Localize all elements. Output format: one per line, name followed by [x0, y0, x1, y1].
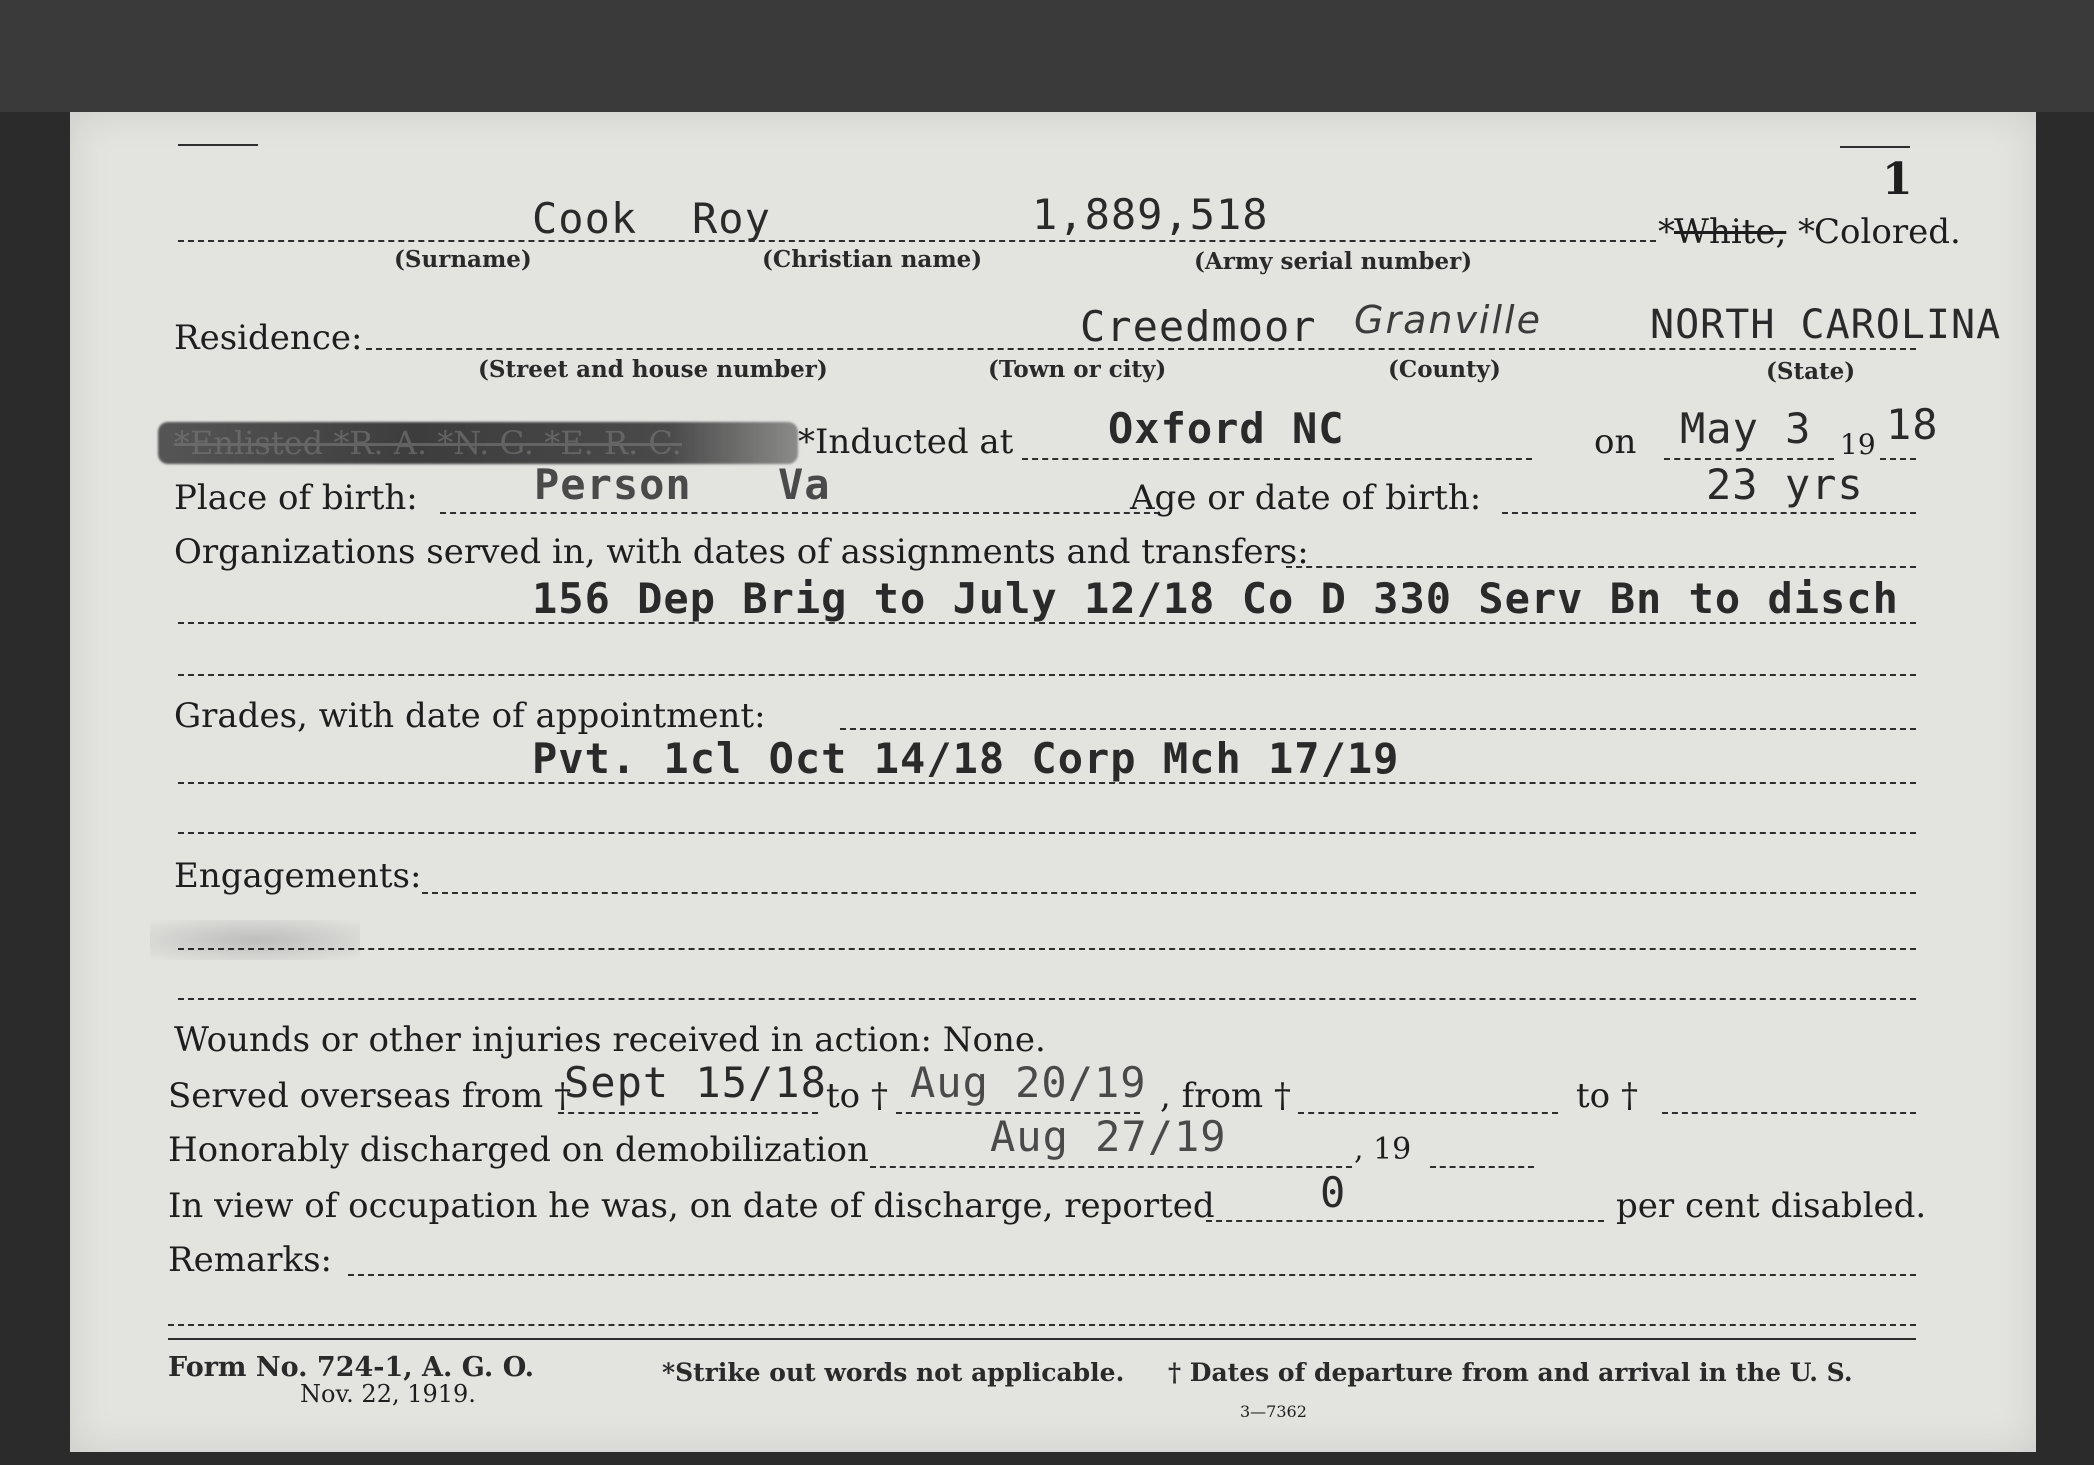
birthplace-line — [440, 512, 1160, 514]
label-surname: (Surname) — [394, 246, 532, 273]
grades-line-3 — [178, 832, 1916, 834]
paper-stain — [150, 920, 360, 960]
footnote-dagger: † Dates of departure from and arrival in the U. S. — [1168, 1358, 1853, 1387]
remarks-label: Remarks: — [168, 1240, 332, 1280]
card-number: 1 — [1882, 154, 1913, 205]
grades-line-2 — [178, 782, 1916, 784]
label-christian-name: (Christian name) — [762, 246, 983, 273]
discharge-year-line — [1430, 1166, 1534, 1168]
remarks-line-2 — [168, 1324, 1916, 1326]
organizations-label: Organizations served in, with dates of assignments and transfers: — [174, 532, 1309, 572]
to-blank-line — [1662, 1112, 1916, 1114]
wounds-label: Wounds or other injuries received in action: None. — [174, 1020, 1046, 1060]
on-label: on — [1594, 422, 1637, 462]
race-star: * — [1658, 212, 1675, 252]
town-value: Creedmoor — [1080, 302, 1317, 351]
footnote-star: *Strike out words not applicable. — [662, 1358, 1125, 1387]
birthplace-county: Person — [534, 460, 692, 509]
inducted-label: *Inducted at — [798, 422, 1014, 462]
label-county: (County) — [1388, 356, 1501, 383]
age-line — [1502, 512, 1916, 514]
residence-label: Residence: — [174, 318, 363, 358]
label-serial: (Army serial number) — [1194, 248, 1473, 275]
inducted-line — [1022, 458, 1532, 460]
enlisted-struck: *Enlisted *R. A. *N. G. *E. R. C. — [174, 424, 682, 462]
scan-background — [0, 0, 2094, 112]
race-colored: Colored. — [1814, 212, 1961, 252]
grades-label: Grades, with date of appointment: — [174, 696, 766, 736]
engagements-line-1 — [422, 892, 1916, 894]
disability-label: In view of occupation he was, on date of discharge, reported — [168, 1186, 1215, 1226]
from-label: , from † — [1160, 1076, 1291, 1116]
discharge-value: Aug 27/19 — [990, 1112, 1227, 1161]
organizations-value: 156 Dep Brig to July 12/18 Co D 330 Serv Bn to disch — [532, 574, 1899, 623]
inducted-year: 18 — [1886, 400, 1939, 449]
engagements-line-3 — [178, 998, 1916, 1000]
year-line — [1880, 458, 1916, 460]
overseas-to-value: Aug 20/19 — [910, 1058, 1147, 1107]
disability-line — [1206, 1220, 1604, 1222]
inducted-date: May 3 — [1680, 404, 1812, 453]
label-state: (State) — [1766, 358, 1856, 385]
to-label-2: to † — [1576, 1076, 1638, 1116]
service-record-card — [70, 112, 2036, 1452]
overseas-from-line — [558, 1112, 818, 1114]
engagements-label: Engagements: — [174, 856, 422, 896]
grades-line-1 — [840, 728, 1916, 730]
state-value: NORTH CAROLINA — [1650, 302, 2002, 348]
print-code: 3—7362 — [1240, 1402, 1307, 1421]
overseas-from-value: Sept 15/18 — [564, 1058, 827, 1107]
race-white-struck: White, — [1674, 212, 1787, 252]
birthplace-label: Place of birth: — [174, 478, 418, 518]
label-street: (Street and house number) — [478, 356, 828, 383]
footer-rule — [168, 1338, 1916, 1340]
surname-value: Cook — [532, 194, 638, 243]
residence-line — [366, 348, 1916, 350]
top-right-rule — [1840, 146, 1910, 148]
label-town: (Town or city) — [988, 356, 1167, 383]
organizations-line-1 — [1286, 566, 1916, 568]
birthplace-state: Va — [778, 460, 831, 509]
name-line — [178, 240, 1656, 242]
form-date: Nov. 22, 1919. — [300, 1380, 476, 1408]
organizations-line-3 — [178, 674, 1916, 676]
organizations-line-2 — [178, 622, 1916, 624]
overseas-label: Served overseas from † — [168, 1076, 572, 1116]
christian-name-value: Roy — [692, 194, 771, 243]
from-blank-line — [1298, 1112, 1558, 1114]
age-label: Age or date of birth: — [1130, 478, 1482, 518]
overseas-to-label: to † — [826, 1076, 888, 1116]
age-value: 23 yrs — [1706, 460, 1864, 509]
inducted-place: Oxford NC — [1108, 404, 1345, 453]
grades-value: Pvt. 1cl Oct 14/18 Corp Mch 17/19 — [532, 734, 1400, 783]
race-star-2: * — [1798, 212, 1815, 252]
discharge-line — [870, 1166, 1352, 1168]
remarks-line-1 — [348, 1274, 1916, 1276]
disability-suffix: per cent disabled. — [1616, 1186, 1927, 1226]
serial-number-value: 1,889,518 — [1032, 190, 1269, 239]
engagements-line-2 — [178, 948, 1916, 950]
disability-value: 0 — [1320, 1168, 1347, 1217]
form-number: Form No. 724-1, A. G. O. — [168, 1352, 535, 1383]
county-value: Granville — [1354, 298, 1542, 342]
top-left-rule — [178, 144, 258, 146]
year-prefix: 19 — [1840, 428, 1876, 461]
discharge-label: Honorably discharged on demobilization — [168, 1130, 869, 1170]
discharge-year: , 19 — [1354, 1132, 1412, 1167]
